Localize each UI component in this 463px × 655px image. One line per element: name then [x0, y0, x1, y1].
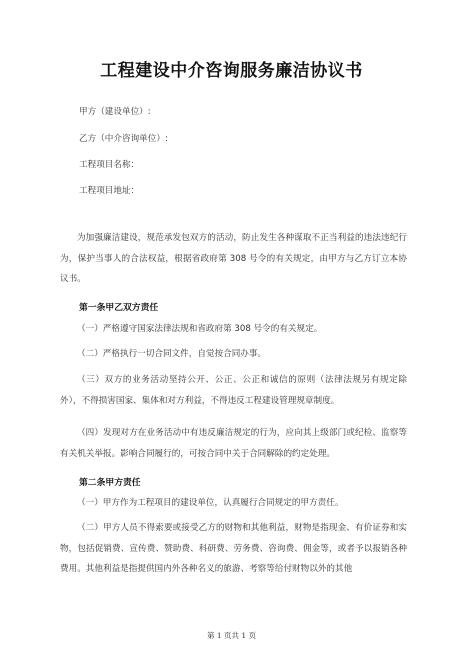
article-1-item-3: （三）双方的业务活动坚持公开、公正、公正和诚信的原则（法律法规另有规定除外），不得损害国家、集体和对方利益，不得违反工程建设管理规章制度。	[60, 375, 407, 406]
intro-paragraph: 为加强廉洁建设，规范承发包双方的活动，防止发生各种谋取不正当利益的违法违纪行为，保护当事人的合法权益，根据省政府第 308 号令的有关规定，由甲方与乙方订立本协议书。	[60, 233, 407, 284]
project-name-field: 工程项目名称：	[79, 160, 140, 170]
article-1-item-4: （四）发现对方在业务活动中有违反廉洁规定的行为，应向其上级部门或纪检、监察等有关机关举报。影响合同履行的，可按合同中关于合同解除的约定处理。	[60, 428, 407, 459]
article-2-item-1: （一）甲方作为工程项目的建设单位，认真履行合同规定的甲方责任。	[77, 498, 344, 508]
article-2-heading: 第二条甲方责任	[79, 478, 141, 488]
article-1-heading: 第一条甲乙双方责任	[79, 303, 159, 313]
party-a-field: 甲方（建设单位）:	[79, 107, 151, 117]
document-title: 工程建设中介咨询服务廉洁协议书	[100, 61, 363, 81]
article-1-item-2: （二）严格执行一切合同文件，自觉按合同办事。	[77, 349, 267, 359]
party-b-field: 乙方（中介咨询单位）:	[79, 134, 168, 144]
page-footer: 第 1 页共 1 页	[206, 631, 257, 640]
article-2-item-2: （二）甲方人员不得索要或接受乙方的财物和其他利益，财物是指现金、有价证券和实物，包括促销费、宣传费、赞助费、科研费、劳务费、咨询费、佣金等，或者予以报销各种费用。其他利益是指提供国内外各种名义的旅游、考察等给付财物以外的其他	[60, 523, 407, 574]
project-address-field: 工程项目地址：	[79, 186, 140, 196]
article-1-item-1: （一）严格遵守国家法律法规和省政府第 308 号令的有关规定。	[77, 324, 323, 334]
